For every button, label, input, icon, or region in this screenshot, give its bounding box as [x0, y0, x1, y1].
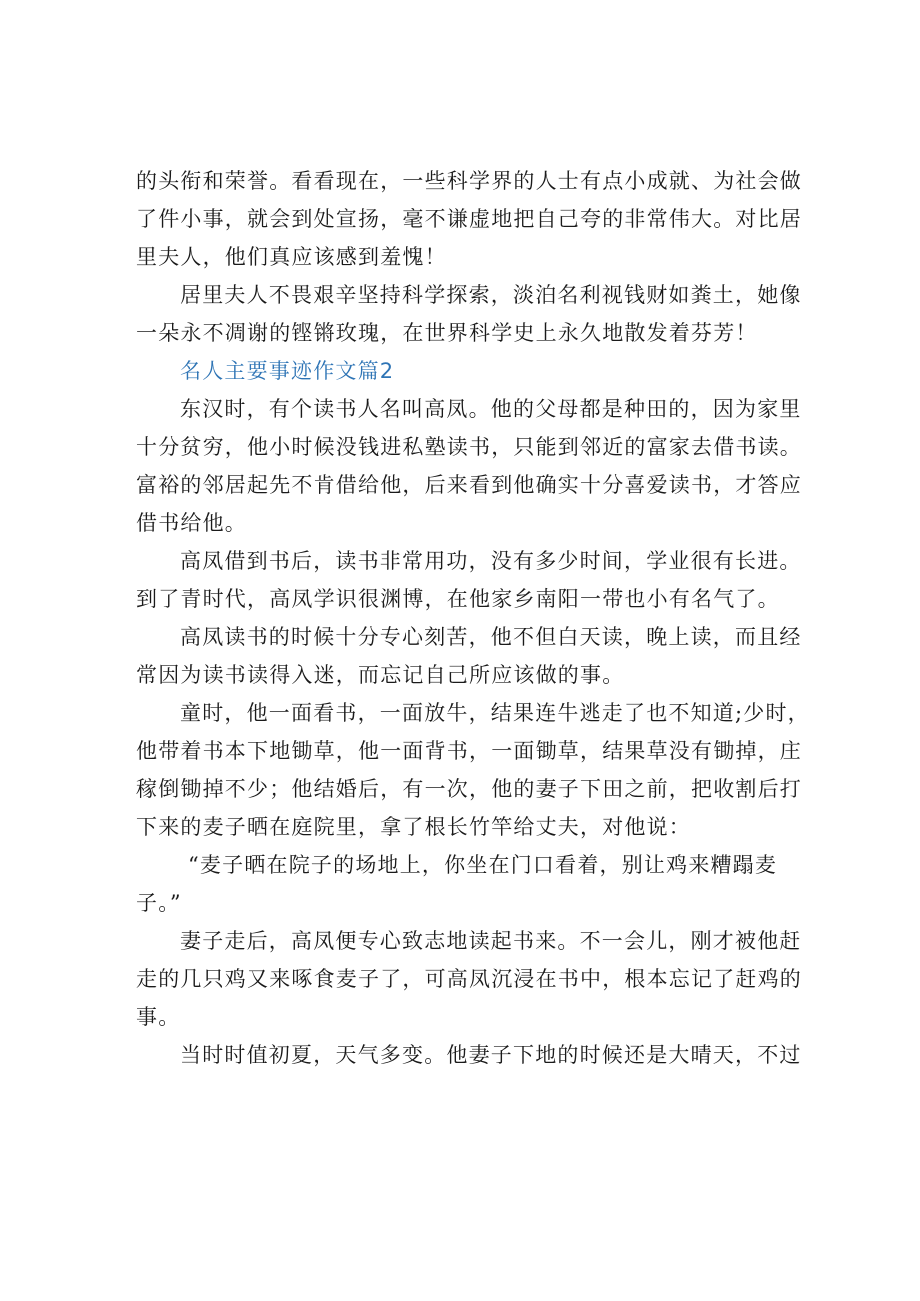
paragraph	[136, 390, 802, 542]
paragraph	[136, 276, 802, 352]
paragraph	[136, 922, 802, 1036]
paragraph	[136, 1036, 802, 1074]
text-line: 高凤借到书后，读书非常用功，没有多少时间，学业很有长进。	[180, 549, 802, 573]
text-line: 他带着书本下地锄草，他一面背书，一面锄草，结果草没有锄掉，庄	[136, 739, 802, 763]
text-line: 走的几只鸡又来啄食麦子了，可高凤沉浸在书中，根本忘记了赶鸡的	[136, 967, 802, 991]
text-line: 的头衔和荣誉。看看现在，一些科学界的人士有点小成就、为社会做	[136, 169, 802, 193]
text-line: “麦子晒在院子的场地上，你坐在门口看着，别让鸡来糟蹋麦	[188, 853, 778, 877]
paragraph	[136, 618, 802, 694]
text-line: 居里夫人不畏艰辛坚持科学探索，淡泊名利视钱财如粪土，她像	[180, 283, 802, 307]
text-line: 常因为读书读得入迷，而忘记自己所应该做的事。	[136, 663, 625, 687]
text-line: 妻子走后，高凤便专心致志地读起书来。不一会儿，刚才被他赶	[180, 929, 802, 953]
paragraph	[136, 162, 802, 276]
paragraph	[136, 694, 810, 846]
text-line: 富裕的邻居起先不肯借给他，后来看到他确实十分喜爱读书，才答应	[136, 473, 802, 497]
text-line: 了件小事，就会到处宣扬，毫不谦虚地把自己夸的非常伟大。对比居	[136, 207, 802, 231]
text-line: 下来的麦子晒在庭院里，拿了根长竹竿给丈夫，对他说：	[136, 815, 691, 839]
text-line: 到了青时代，高凤学识很渊博，在他家乡南阳一带也小有名气了。	[136, 587, 780, 611]
paragraph	[136, 542, 802, 618]
text-line: 东汉时，有个读书人名叫高凤。他的父母都是种田的，因为家里	[180, 397, 802, 421]
text-line: 十分贫穷，他小时候没钱进私塾读书，只能到邻近的富家去借书读。	[136, 435, 802, 459]
text-line: 童时，他一面看书，一面放牛，结果连牛逃走了也不知道;少时，	[180, 701, 810, 725]
document-body	[136, 162, 810, 1074]
text-line: 子。”	[136, 891, 182, 915]
section-heading: 名人主要事迹作文篇2	[180, 359, 395, 383]
text-line: 借书给他。	[136, 511, 247, 535]
quote-paragraph	[136, 846, 788, 922]
text-line: 事。	[136, 1005, 181, 1029]
text-line: 当时时值初夏，天气多变。他妻子下地的时候还是大晴天，不过	[180, 1043, 802, 1067]
text-line: 里夫人，他们真应该感到羞愧！	[136, 245, 447, 269]
text-line: 高凤读书的时候十分专心刻苦，他不但白天读，晚上读，而且经	[180, 625, 802, 649]
text-line: 稼倒锄掉不少；他结婚后，有一次，他的妻子下田之前，把收割后打	[136, 777, 802, 801]
text-line: 一朵永不凋谢的铿锵玫瑰，在世界科学史上永久地散发着芬芳！	[136, 321, 758, 345]
